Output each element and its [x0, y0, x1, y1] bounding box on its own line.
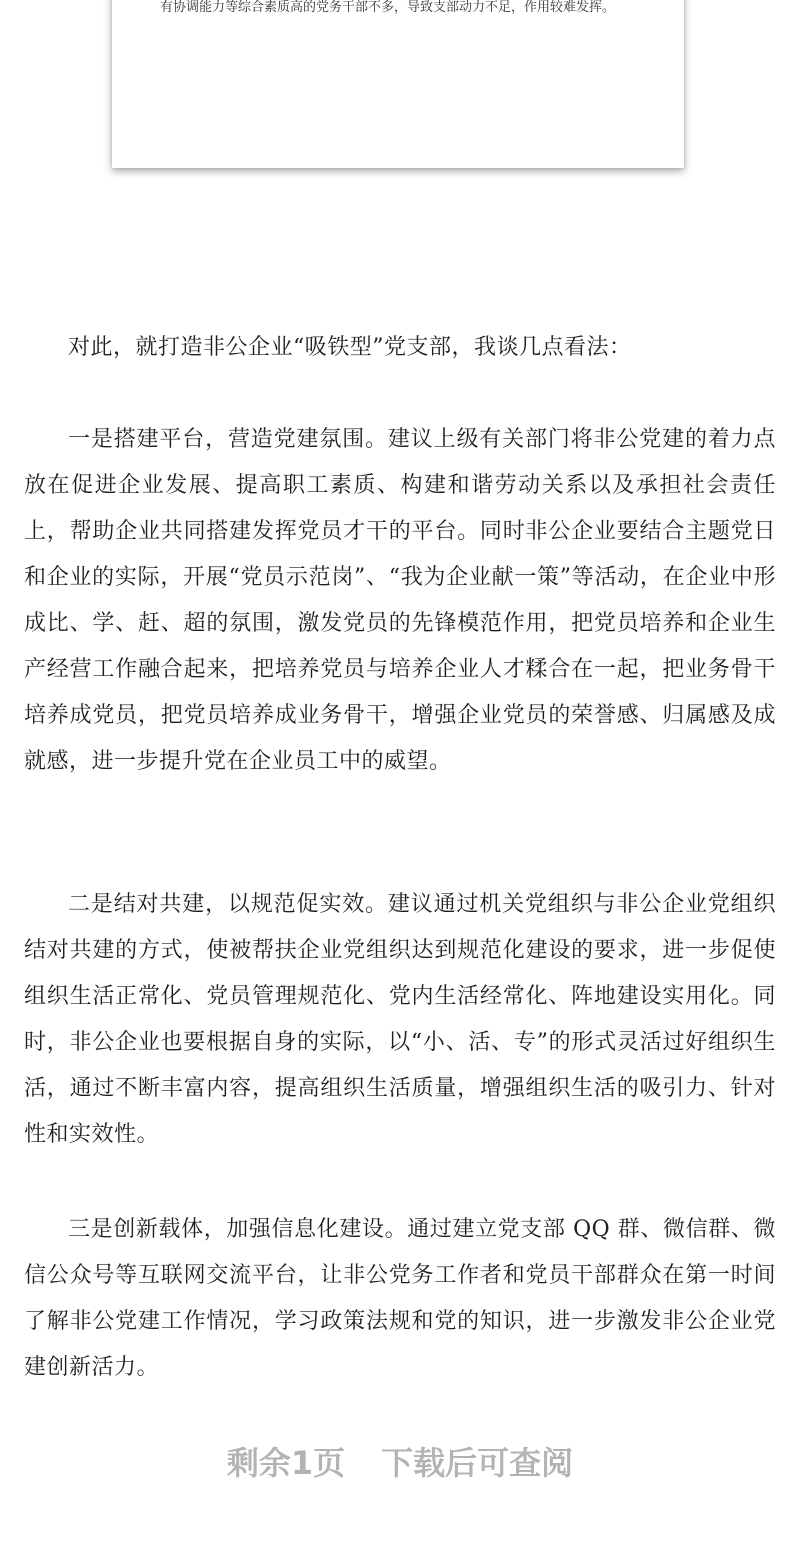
paragraph-1: 一是搭建平台，营造党建氛围。建议上级有关部门将非公党建的着力点放在促进企业发展、提高职工素质、构建和谐劳动关系以及承担社会责任上，帮助企业共同搭建发挥党员才干的平台。同时非公企业要结合主题党日和企业的实际，开展“党员示范岗”、“我为企业献一策”等活动，在企业中形成比、学、赶、超的氛围，激发党员的先锋模范作用，把党员培养和企业生产经营工作融合起来，把培养党员与培养企业人才糅合在一起，把业务骨干培养成党员，把党员培养成业务骨干，增强企业党员的荣誉感、归属感及成就感，进一步提升党在企业员工中的威望。	[24, 427, 776, 774]
remaining-pages-label: 剩余1页	[226, 1444, 346, 1482]
download-to-read-banner[interactable]	[0, 1438, 800, 1488]
download-to-view-label: 下载后可查阅	[381, 1444, 574, 1482]
document-page-preview	[112, 0, 684, 168]
paragraph-3: 三是创新载体，加强信息化建设。通过建立党支部 QQ 群、微信群、微信公众号等互联网交流平台，让非公党务工作者和党员干部群众在第一时间了解非公党建工作情况，学习政策法规和党的知识，进一步激发非公企业党建创新活力。	[24, 1217, 776, 1380]
page-preview-text: 有协调能力等综合素质高的党务干部不多，导致支部动力不足，作用较难发挥。	[160, 0, 616, 15]
intro-paragraph: 对此，就打造非公企业“吸铁型”党支部，我谈几点看法：	[68, 335, 632, 360]
paragraph-2: 二是结对共建，以规范促实效。建议通过机关党组织与非公企业党组织结对共建的方式，使被帮扶企业党组织达到规范化建设的要求，进一步促使组织生活正常化、党员管理规范化、党内生活经常化、阵地建设实用化。同时，非公企业也要根据自身的实际，以“小、活、专”的形式灵活过好组织生活，通过不断丰富内容，提高组织生活质量，增强组织生活的吸引力、针对性和实效性。	[24, 892, 776, 1147]
